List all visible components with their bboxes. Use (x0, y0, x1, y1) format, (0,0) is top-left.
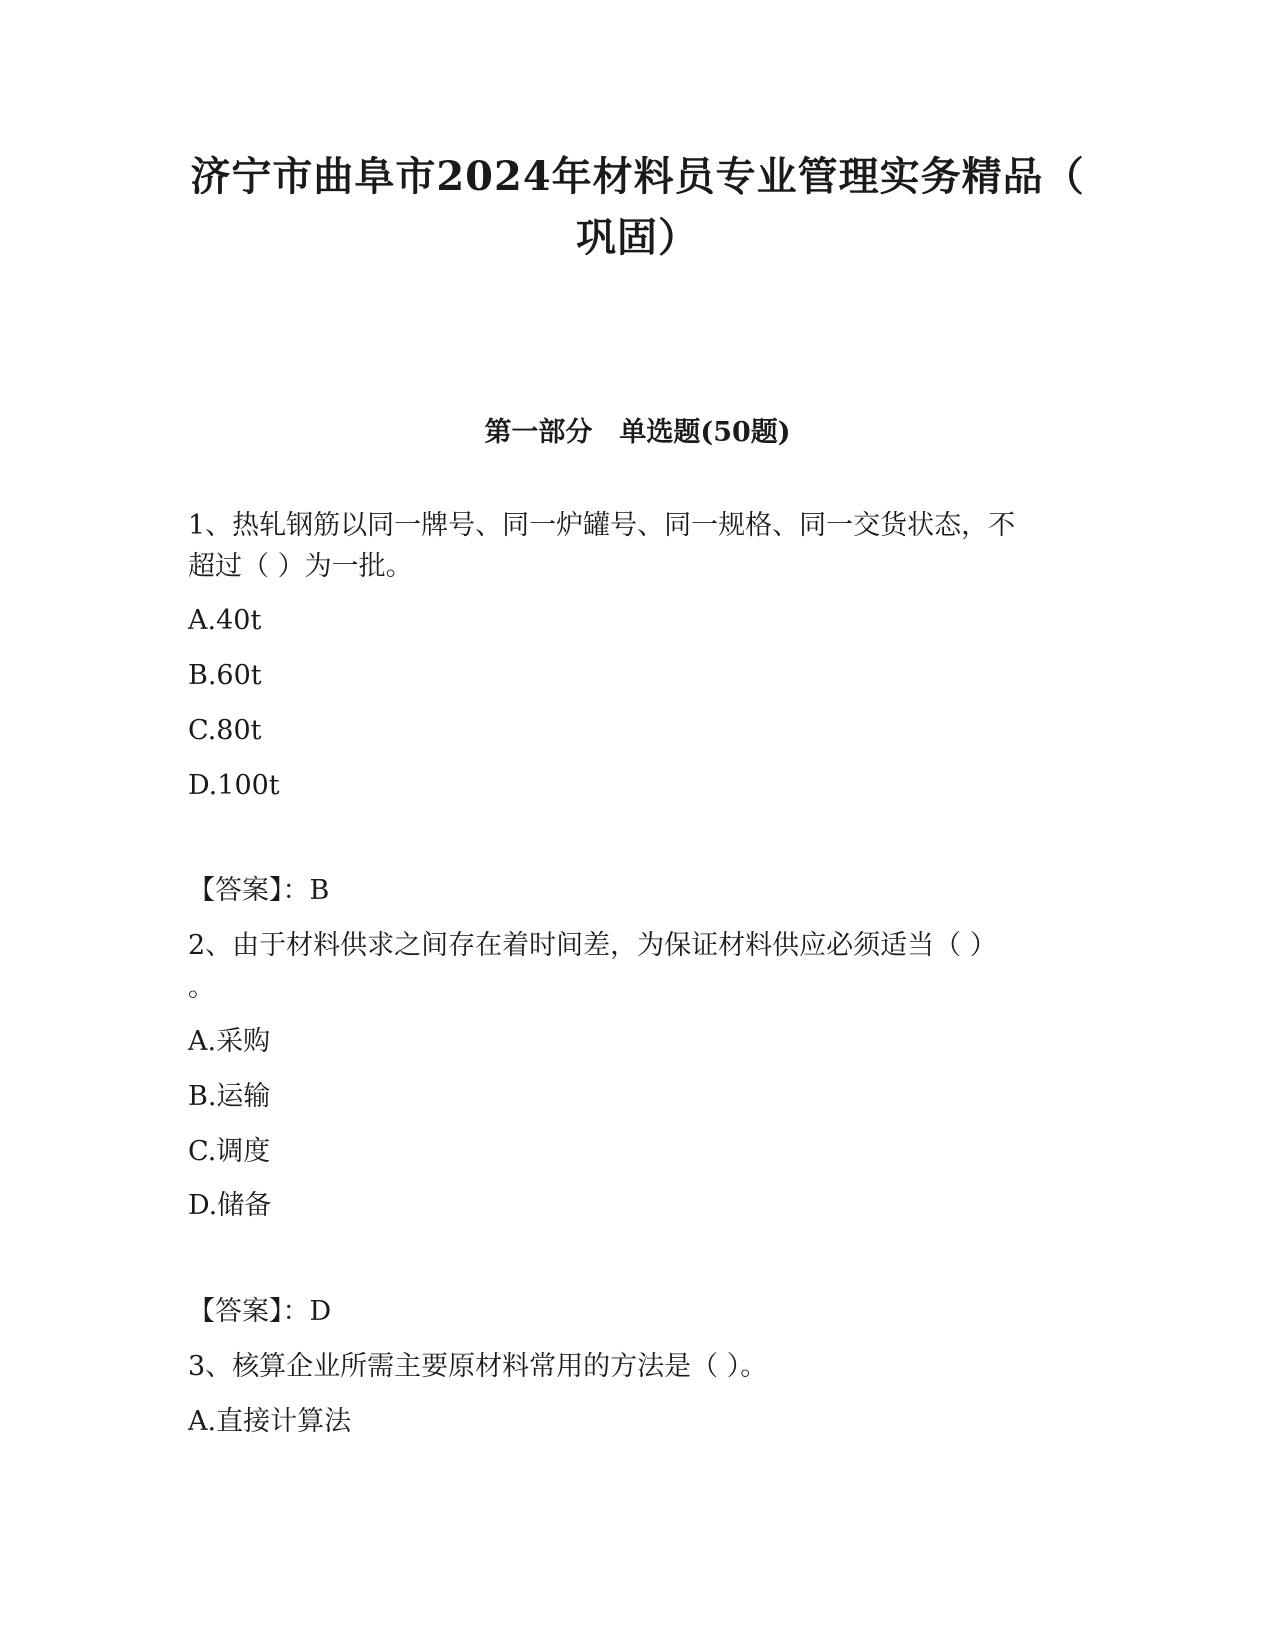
document-title-line-1: 济宁市曲阜市2024年材料员专业管理实务精品（ (190, 153, 1085, 200)
question-3-stem-line-1: 3、核算企业所需主要原材料常用的方法是（ ）。 (188, 1351, 768, 1382)
question-2-option-a: A.采购 (188, 1026, 271, 1057)
question-2-answer: 【答案】：D (188, 1296, 332, 1327)
question-1-stem-line-1: 1、热轧钢筋以同一牌号、同一炉罐号、同一规格、同一交货状态，不 (188, 510, 1016, 541)
question-1-option-a: A.40t (188, 605, 262, 636)
document-title-line-2: 巩固） (576, 214, 699, 261)
question-1-option-c: C.80t (188, 715, 262, 746)
question-2-stem-line-2: 。 (188, 972, 215, 1003)
question-3-option-a: A.直接计算法 (188, 1406, 352, 1437)
question-1-answer: 【答案】：B (188, 875, 330, 906)
section-heading: 第一部分 单选题(50题) (484, 417, 791, 448)
question-2-option-c: C.调度 (188, 1136, 271, 1167)
question-2-option-d: D.储备 (188, 1190, 272, 1221)
question-1-stem-line-2: 超过（ ）为一批。 (188, 551, 413, 582)
question-1-option-d: D.100t (188, 770, 280, 801)
question-2-option-b: B.运输 (188, 1081, 271, 1112)
question-1-option-b: B.60t (188, 660, 262, 691)
question-2-stem-line-1: 2、由于材料供求之间存在着时间差，为保证材料供应必须适当（ ） (188, 930, 997, 961)
